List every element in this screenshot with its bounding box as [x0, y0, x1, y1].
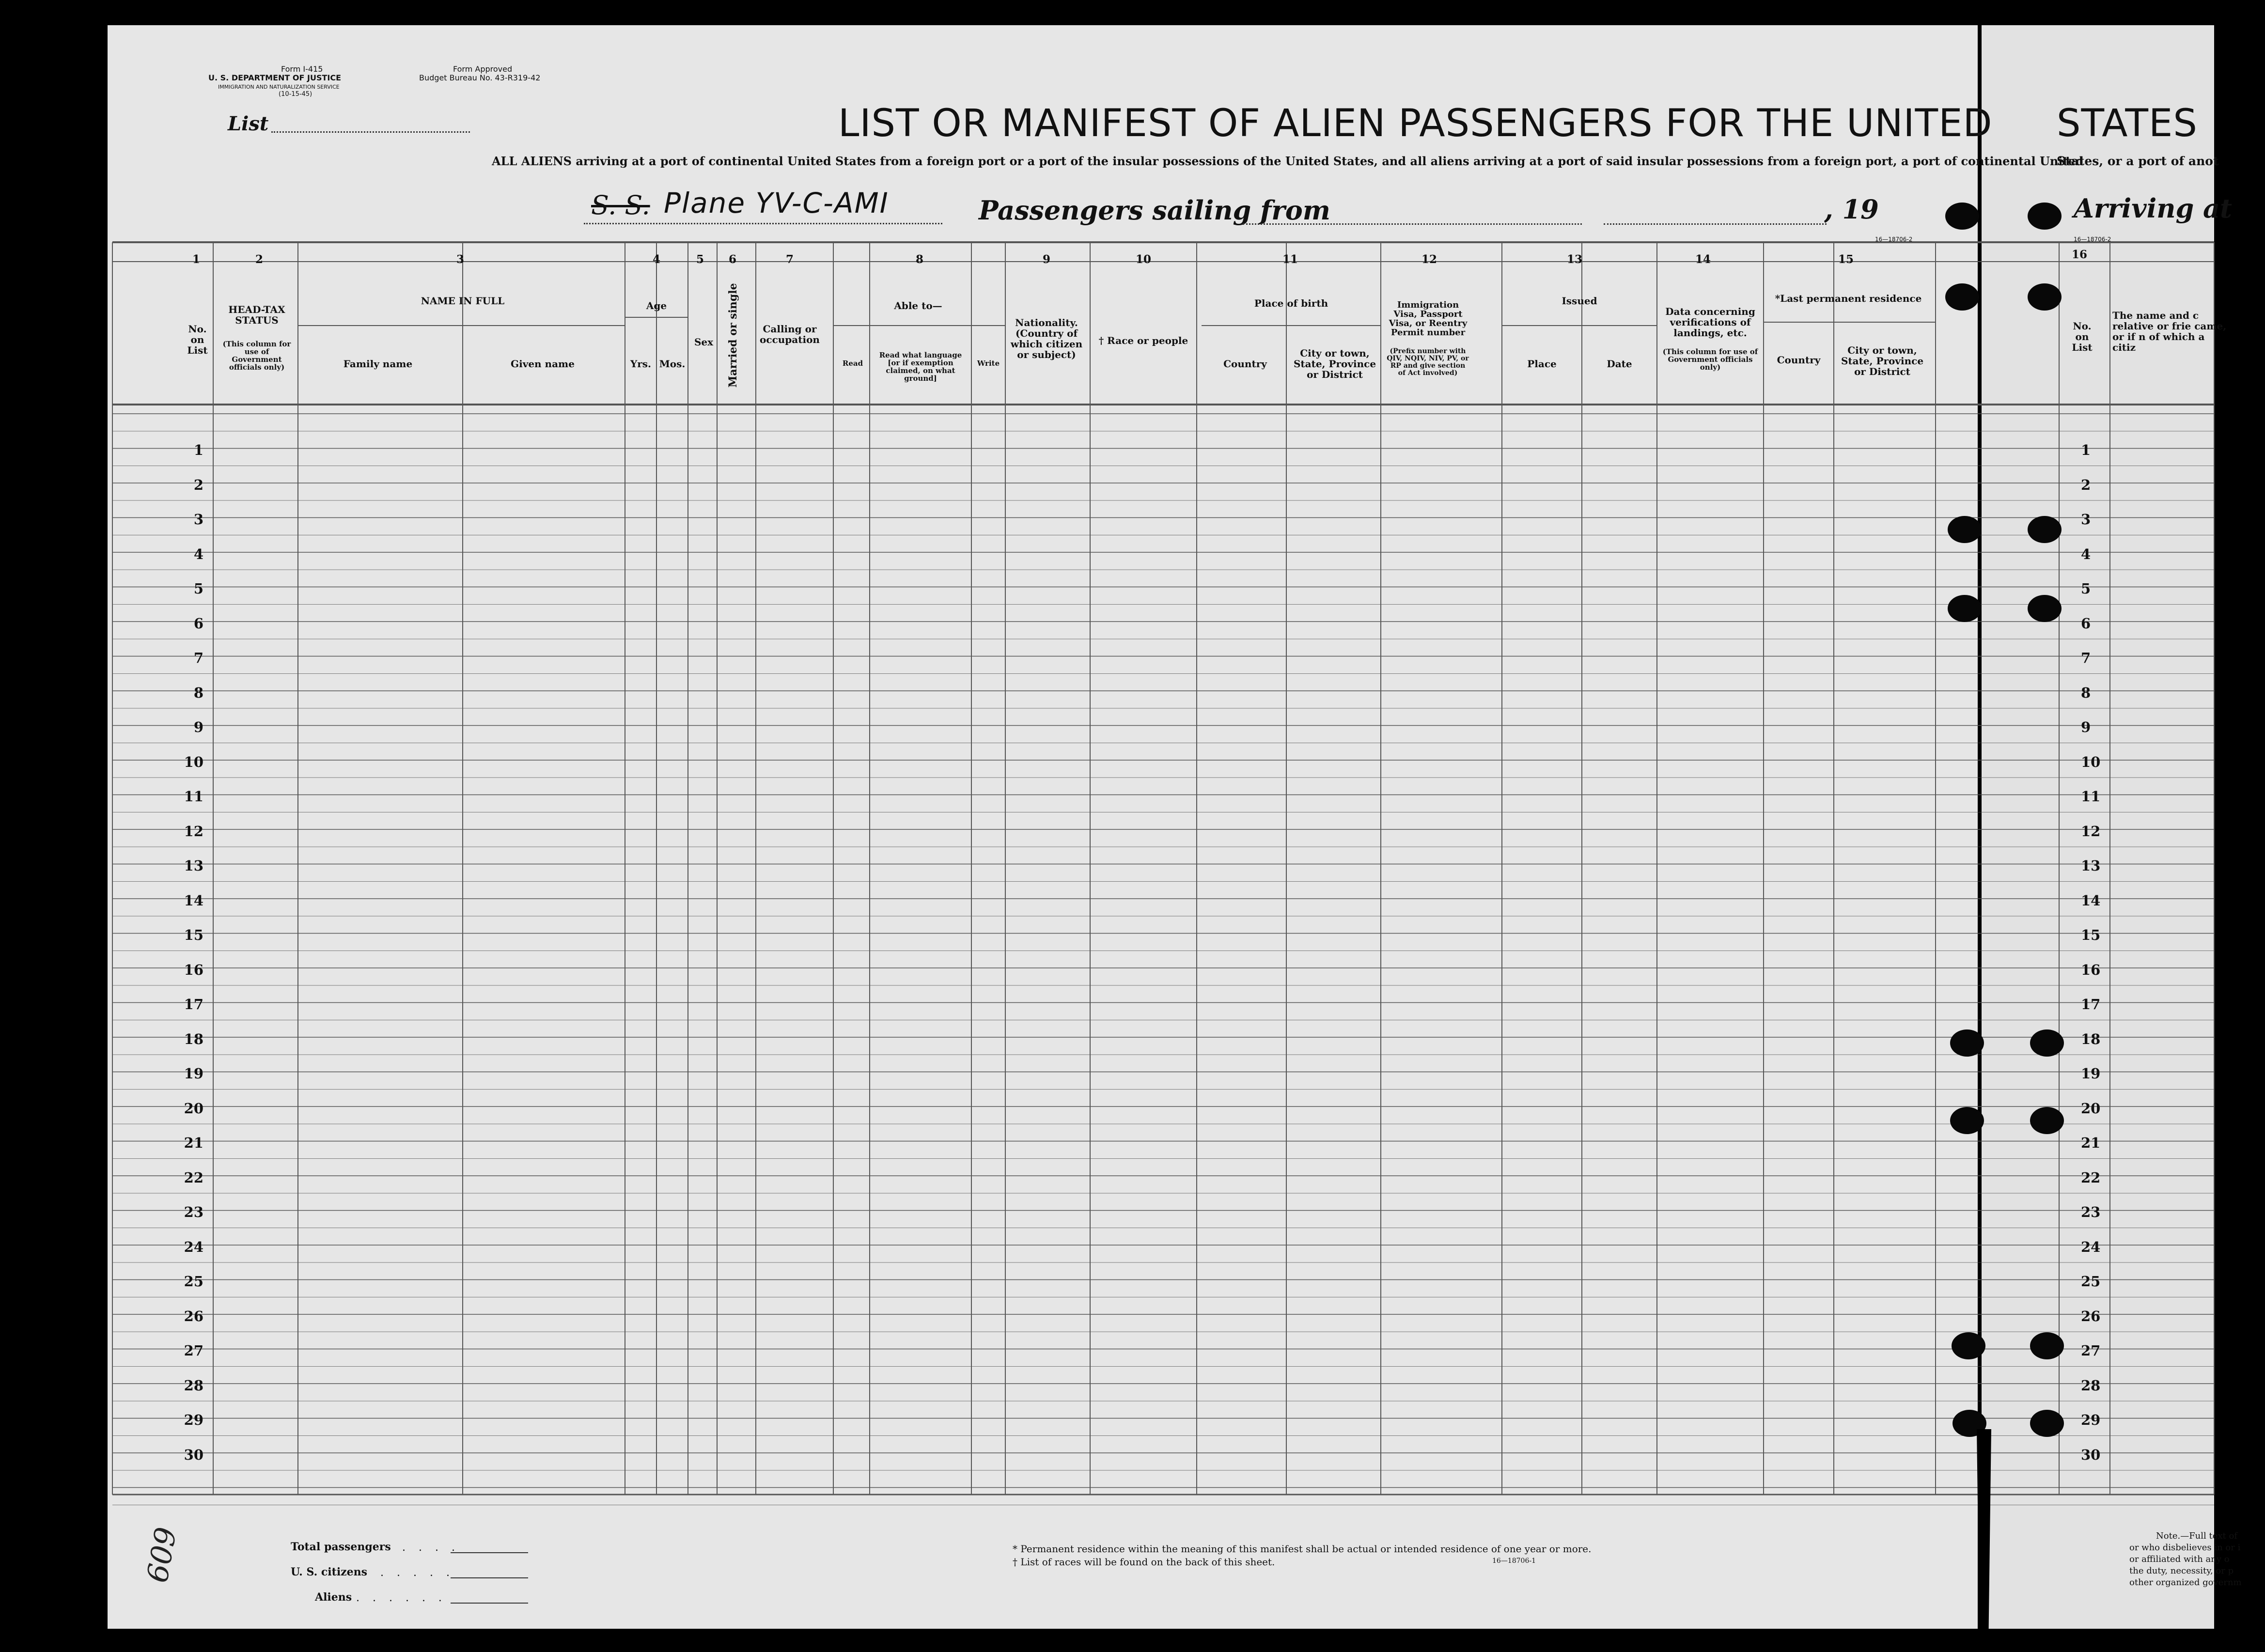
col-number: 15: [1838, 253, 1854, 266]
header-write: Write: [977, 359, 1000, 368]
col-number: 6: [728, 253, 736, 266]
punch-hole: [2030, 1107, 2064, 1134]
page-title-right: STATES: [2057, 102, 2198, 145]
page-title: LIST OR MANIFEST OF ALIEN PASSENGERS FOR THE UNITED: [838, 102, 1993, 145]
row-number: 28: [184, 1377, 203, 1394]
header-married: Married or single: [727, 283, 739, 388]
header-no-on-list: No. on List: [187, 323, 208, 356]
row-number: 26: [184, 1308, 203, 1325]
total-field: [451, 1541, 528, 1553]
print-code-right: 16—18706-2: [2074, 236, 2111, 243]
header-head-tax-note: (This column for use of Government officials only): [222, 340, 291, 372]
right-note: or who disbelieves in or i: [2129, 1543, 2241, 1553]
row-number: 7: [193, 650, 203, 666]
department: U. S. DEPARTMENT OF JUSTICE: [208, 73, 342, 82]
row-number: 22: [184, 1169, 203, 1186]
punch-hole: [2028, 595, 2062, 622]
row-number-right: 26: [2081, 1308, 2101, 1325]
right-note: or affiliated with any o: [2129, 1554, 2230, 1564]
row-number: 23: [184, 1204, 203, 1220]
row-number-right: 12: [2081, 823, 2101, 840]
col-number: 16: [2071, 248, 2087, 261]
row-number-right: 29: [2081, 1412, 2101, 1428]
row-number: 27: [184, 1342, 203, 1359]
row-number-right: 7: [2081, 650, 2091, 666]
col-number: 3: [456, 253, 464, 266]
footer-code: 16—18706-1: [1492, 1557, 1536, 1565]
form-approved: Form Approved: [453, 64, 513, 74]
col-number: 5: [696, 253, 704, 266]
punch-hole: [1950, 1029, 1984, 1057]
vessel-prefix: S. S.: [591, 190, 650, 220]
row-number-right: 1: [2081, 442, 2091, 458]
row-number: 3: [193, 511, 203, 528]
row-number-right: 3: [2081, 511, 2091, 528]
header-mos: Mos.: [659, 358, 686, 370]
handwritten-page-number: 609: [141, 1525, 184, 1586]
punch-hole: [2030, 1332, 2064, 1359]
header-given-name: Given name: [511, 358, 575, 370]
punch-hole: [1948, 516, 1982, 543]
row-number: 12: [184, 823, 203, 840]
punch-hole: [1952, 1332, 1985, 1359]
header-race: † Race or people: [1098, 335, 1188, 346]
header-city2: City or town, State, Province or District: [1841, 344, 1924, 377]
punch-hole: [1950, 1107, 1984, 1134]
row-number: 4: [193, 545, 203, 562]
punch-hole: [1948, 595, 1982, 622]
punch-hole: [2030, 1410, 2064, 1437]
header-country: Country: [1223, 358, 1267, 370]
row-number-right: 13: [2081, 857, 2101, 874]
form-number: Form I-415: [281, 64, 323, 74]
row-number: 16: [184, 961, 203, 978]
row-number: 14: [184, 892, 203, 909]
header-issued: Issued: [1562, 295, 1597, 307]
row-number-right: 11: [2081, 788, 2101, 805]
row-number: 1: [193, 442, 203, 458]
header-family-name: Family name: [343, 358, 413, 370]
header-country2: Country: [1777, 354, 1821, 366]
row-number: 6: [193, 615, 203, 632]
col-number: 14: [1695, 253, 1711, 266]
header-data-concerning: Data concerning verifications of landings, etc.: [1665, 306, 1755, 339]
row-number-right: 4: [2081, 545, 2091, 562]
row-number-right: 8: [2081, 684, 2091, 701]
punch-hole: [2028, 283, 2062, 311]
row-number-right: 19: [2081, 1065, 2101, 1082]
header-able-to: Able to—: [894, 300, 942, 312]
header-name-in-full: NAME IN FULL: [421, 295, 505, 307]
form-date: (10-15-45): [279, 91, 312, 98]
row-number-right: 5: [2081, 580, 2091, 597]
header-visa-note: (Prefix number with QIV, NQIV, NIV, PV, or RP and give section of Act involved): [1387, 347, 1469, 377]
year-label: , 19: [1824, 194, 1879, 225]
footnote-residence: * Permanent residence within the meaning of this manifest shall be actual or intended residence of one year or more.: [1013, 1543, 1592, 1555]
punch-hole: [2030, 1029, 2064, 1057]
footer-citizens-label: U. S. citizens: [291, 1566, 368, 1578]
row-number-right: 16: [2081, 961, 2101, 978]
row-number-right: 2: [2081, 476, 2091, 493]
citizens-field: [451, 1566, 528, 1578]
header-head-tax: HEAD-TAX STATUS: [228, 304, 285, 326]
row-number: 5: [193, 580, 203, 597]
header-yrs: Yrs.: [630, 358, 652, 370]
row-number: 30: [184, 1446, 203, 1463]
header-read-what: Read what language [or if exemption claimed, on what ground]: [879, 351, 962, 383]
col-number: 12: [1421, 253, 1437, 266]
row-number-right: 15: [2081, 927, 2101, 943]
row-number: 17: [184, 996, 203, 1013]
footer-dots: . . . . .: [380, 1567, 454, 1579]
col-number: 10: [1135, 253, 1151, 266]
col-number: 8: [915, 253, 923, 266]
budget-bureau: Budget Bureau No. 43-R319-42: [419, 73, 541, 82]
header-visa: Immigration Visa, Passport Visa, or Reentry Permit number: [1389, 300, 1468, 338]
col-number: 2: [255, 253, 263, 266]
list-label: List: [228, 112, 269, 135]
header-last-residence: *Last permanent residence: [1775, 293, 1922, 304]
header-age: Age: [646, 300, 667, 312]
row-number-right: 27: [2081, 1342, 2101, 1359]
right-note: the duty, necessity, or p: [2129, 1566, 2234, 1576]
row-number: 8: [193, 684, 203, 701]
row-number: 11: [184, 788, 203, 805]
row-number: 24: [184, 1238, 203, 1255]
aliens-field: [451, 1591, 528, 1604]
row-number: 13: [184, 857, 203, 874]
row-number-right: 23: [2081, 1204, 2101, 1220]
header-sex: Sex: [694, 336, 714, 348]
header-place-of-birth: Place of birth: [1254, 297, 1328, 309]
row-number: 21: [184, 1135, 203, 1151]
print-code: 16—18706-2: [1875, 236, 1913, 243]
header-data-note: (This column for use of Government officials only): [1662, 347, 1758, 372]
subtitle: ALL ALIENS arriving at a port of continental United States from a foreign port or a port of the insular possessions of the United States, and all aliens arriving at a port of said insular possessions from a foreign port, a port of continental United: [492, 154, 2084, 168]
row-number-right: 30: [2081, 1446, 2101, 1463]
row-number-right: 24: [2081, 1238, 2101, 1255]
row-number-right: 21: [2081, 1135, 2101, 1151]
row-number: 25: [184, 1273, 203, 1290]
footer-dots: . . . . . .: [356, 1592, 447, 1604]
header-calling: Calling or occupation: [760, 323, 820, 345]
footer-aliens-label: Aliens: [315, 1591, 352, 1604]
header-city: City or town, State, Province or District: [1293, 347, 1376, 380]
header-read: Read: [842, 359, 863, 368]
row-number: 9: [193, 719, 203, 735]
col-number: 11: [1282, 253, 1298, 266]
row-number-right: 25: [2081, 1273, 2101, 1290]
row-number: 29: [184, 1412, 203, 1428]
punch-hole: [1945, 283, 1979, 311]
subtitle-right: States, or a port of anot: [2057, 154, 2219, 168]
col-number: 1: [192, 253, 200, 266]
row-number-right: 17: [2081, 996, 2101, 1013]
punch-hole: [2028, 203, 2062, 230]
row-number: 15: [184, 927, 203, 943]
header-place: Place: [1527, 358, 1557, 370]
service: IMMIGRATION AND NATURALIZATION SERVICE: [218, 84, 340, 90]
row-number: 2: [193, 476, 203, 493]
col-number: 13: [1566, 253, 1582, 266]
header-date: Date: [1607, 358, 1632, 370]
row-number-right: 14: [2081, 892, 2101, 909]
row-number-right: 10: [2081, 753, 2101, 770]
footer-dots: . . . .: [402, 1542, 460, 1554]
punch-hole: [1945, 203, 1979, 230]
row-number-right: 18: [2081, 1030, 2101, 1047]
header-relative: The name and c relative or frie came, or if n of which a citiz: [2112, 310, 2227, 353]
footer-total-label: Total passengers: [291, 1541, 391, 1553]
right-note: Note.—Full text of: [2156, 1531, 2238, 1541]
header-nationality: Nationality. (Country of which citizen or subject): [1010, 317, 1083, 360]
row-number: 18: [184, 1030, 203, 1047]
sailing-label: Passengers sailing from: [979, 195, 1330, 226]
row-number-right: 20: [2081, 1100, 2101, 1117]
col-number: 4: [652, 253, 660, 266]
right-note: other organized governm: [2129, 1577, 2242, 1588]
col-number: 7: [785, 253, 794, 266]
arriving-label: Arriving at: [2074, 193, 2232, 224]
row-number-right: 6: [2081, 615, 2091, 632]
header-no-on-list2: No. on List: [2072, 320, 2093, 353]
row-number: 20: [184, 1100, 203, 1117]
row-number-right: 9: [2081, 719, 2091, 735]
row-number: 10: [184, 753, 203, 770]
punch-hole: [2028, 516, 2062, 543]
row-number: 19: [184, 1065, 203, 1082]
footnote-races: † List of races will be found on the back of this sheet.: [1013, 1556, 1275, 1568]
row-number-right: 28: [2081, 1377, 2101, 1394]
col-number: 9: [1042, 253, 1050, 266]
vessel-name: Plane YV-C-AMI: [664, 187, 889, 219]
row-number-right: 22: [2081, 1169, 2101, 1186]
